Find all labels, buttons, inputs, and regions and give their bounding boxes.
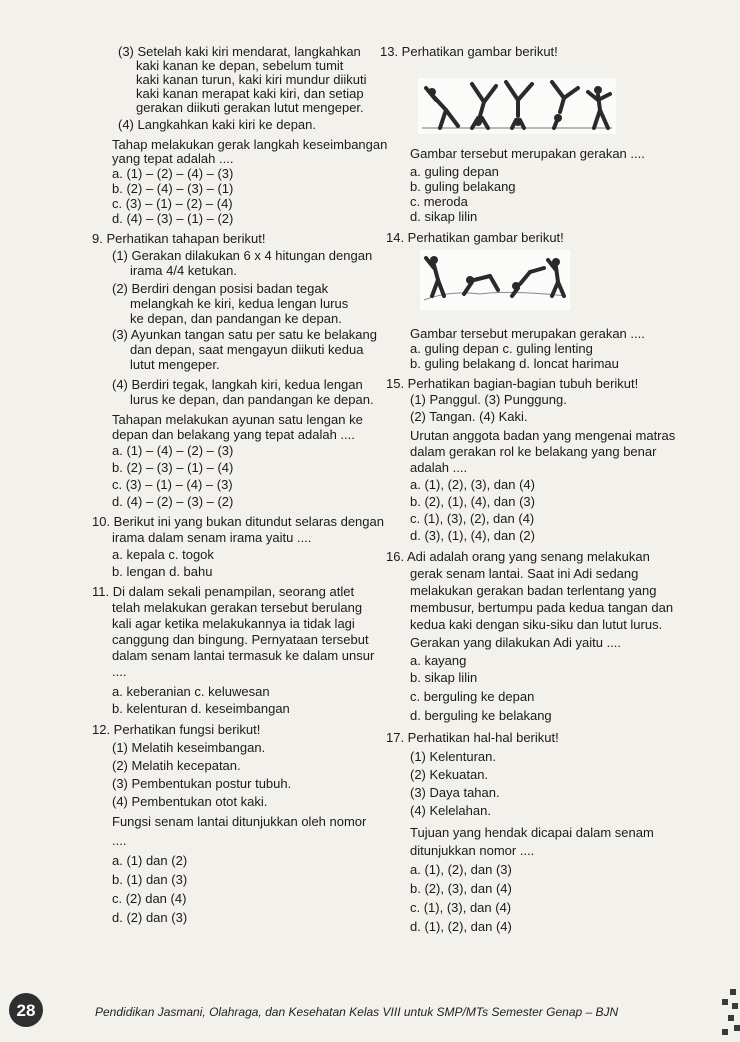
question-stem: dalam gerakan rol ke belakang yang benar (410, 444, 657, 459)
question-title: 9. Perhatikan tahapan berikut! (92, 231, 266, 246)
question-title: 14. Perhatikan gambar berikut! (386, 230, 564, 245)
figure-cartwheel (418, 78, 616, 134)
answer-option: c. (2) dan (4) (112, 891, 187, 906)
text-line: gerakan diikuti gerakan lutut mengeper. (136, 100, 364, 115)
text-line: melangkah ke kiri, kedua lengan lurus (130, 296, 349, 311)
page-number: 28 (16, 1001, 36, 1020)
text-line: membusur, bertumpu pada kedua tangan dan (410, 600, 674, 615)
answer-option: b. (2) – (4) – (3) – (1) (112, 181, 234, 196)
answer-option: c. (1), (3), dan (4) (410, 900, 512, 915)
question-stem: Tahapan melakukan ayunan satu lengan ke (112, 412, 363, 427)
answer-option: c. berguling ke depan (410, 689, 535, 704)
text-line: (1) Gerakan dilakukan 6 x 4 hitungan dengan (112, 248, 373, 263)
question-stem: Gambar tersebut merupakan gerakan .... (410, 146, 645, 161)
figure-rolling (420, 250, 570, 310)
text-line: (2) Kekuatan. (410, 767, 489, 782)
text-line: telah melakukan gerakan tersebut berulang (112, 600, 363, 615)
answer-option: a. (1) – (4) – (2) – (3) (112, 443, 234, 458)
question-stem: yang tepat adalah .... (112, 151, 234, 166)
text-line: kaki kanan merapat kaki kiri, dan setiap (136, 86, 364, 101)
text-line: kedua kaki dengan siku-siku dan lutut lurus. (410, 617, 663, 632)
answer-option: a. guling depan c. guling lenting (410, 341, 593, 356)
text-line: (4) Kelelahan. (410, 803, 491, 818)
text-line: canggung dan bingung. Pernyataan tersebut (112, 632, 369, 647)
answer-option: b. lengan d. bahu (112, 564, 213, 579)
question-stem: depan dan belakang yang tepat adalah .... (112, 427, 355, 442)
text-line: (1) Melatih keseimbangan. (112, 740, 266, 755)
answer-option: a. (1), (2), dan (3) (410, 862, 512, 877)
question-title: 12. Perhatikan fungsi berikut! (92, 722, 261, 737)
text-line: (1) Kelenturan. (410, 749, 496, 764)
answer-option: b. guling belakang d. loncat harimau (410, 356, 619, 371)
answer-option: d. sikap lilin (410, 209, 478, 224)
text-line: (3) Pembentukan postur tubuh. (112, 776, 292, 791)
answer-option: a. kayang (410, 653, 467, 668)
question-stem: Tujuan yang hendak dicapai dalam senam (410, 825, 654, 840)
question-stem: Gambar tersebut merupakan gerakan .... (410, 326, 645, 341)
question-title: 15. Perhatikan bagian-bagian tubuh berikut! (386, 376, 639, 391)
answer-option: b. sikap lilin (410, 670, 478, 685)
question-stem: Fungsi senam lantai ditunjukkan oleh nomor (112, 814, 367, 829)
text-line: (3) Daya tahan. (410, 785, 500, 800)
footer-text: Pendidikan Jasmani, Olahraga, dan Kesehatan Kelas VIII untuk SMP/MTs Semester Genap – BJN (95, 1005, 619, 1019)
question-stem: Urutan anggota badan yang mengenai matras (410, 428, 676, 443)
text-line: kaki kanan turun, kaki kiri mundur diikuti (136, 72, 367, 87)
answer-option: b. (2) – (3) – (1) – (4) (112, 460, 234, 475)
question-stem: Gerakan yang dilakukan Adi yaitu .... (410, 635, 622, 650)
text-line: lurus ke depan, dan pandangan ke depan. (130, 392, 374, 407)
question-title: 13. Perhatikan gambar berikut! (380, 44, 558, 59)
question-title: 10. Berikut ini yang bukan ditundut selaras dengan (92, 514, 384, 529)
answer-option: a. kepala c. togok (112, 547, 214, 562)
text-line: (4) Pembentukan otot kaki. (112, 794, 268, 809)
answer-option: d. (4) – (3) – (1) – (2) (112, 211, 234, 226)
page-number-badge (4, 992, 48, 1028)
text-line: kali agar ketika melakukannya ia tidak lagi (112, 616, 355, 631)
text-line: dan depan, saat mengayun diikuti kedua (130, 342, 364, 357)
question-stem: irama dalam senam irama yaitu .... (112, 530, 312, 545)
answer-option: b. (1) dan (3) (112, 872, 188, 887)
text-line: (4) Berdiri tegak, langkah kiri, kedua lengan (112, 377, 363, 392)
answer-option: b. (2), (1), (4), dan (3) (410, 494, 535, 509)
question-title: 17. Perhatikan hal-hal berikut! (386, 730, 559, 745)
answer-option: c. (3) – (1) – (2) – (4) (112, 196, 233, 211)
answer-option: d. (3), (1), (4), dan (2) (410, 528, 535, 543)
question-stem: adalah .... (410, 460, 468, 475)
answer-option: a. keberanian c. keluwesan (112, 684, 270, 699)
answer-option: d. berguling ke belakang (410, 708, 552, 723)
answer-option: b. kelenturan d. keseimbangan (112, 701, 290, 716)
answer-option: c. (3) – (1) – (4) – (3) (112, 477, 233, 492)
answer-option: a. guling depan (410, 164, 499, 179)
corner-decoration (692, 985, 740, 1042)
text-line: (4) Langkahkan kaki kiri ke depan. (118, 117, 317, 132)
text-line: (2) Tangan. (4) Kaki. (410, 409, 528, 424)
text-line: (2) Berdiri dengan posisi badan tegak (112, 281, 329, 296)
answer-option: c. meroda (410, 194, 468, 209)
text-line: .... (112, 664, 127, 679)
text-line: kaki kanan ke depan, sebelum tumit (136, 58, 344, 73)
question-stem: .... (112, 833, 127, 848)
text-line: (3) Setelah kaki kiri mendarat, langkahkan (118, 44, 361, 59)
answer-option: a. (1) – (2) – (4) – (3) (112, 166, 234, 181)
text-line: (2) Melatih kecepatan. (112, 758, 241, 773)
text-line: dalam senam lantai termasuk ke dalam unsur (112, 648, 375, 663)
text-line: (3) Ayunkan tangan satu per satu ke belakang (112, 327, 378, 342)
answer-option: d. (2) dan (3) (112, 910, 188, 925)
question-stem: Tahap melakukan gerak langkah keseimbangan (112, 137, 388, 152)
answer-option: c. (1), (3), (2), dan (4) (410, 511, 535, 526)
answer-option: d. (4) – (2) – (3) – (2) (112, 494, 234, 509)
text-line: irama 4/4 ketukan. (130, 263, 237, 278)
text-line: (1) Panggul. (3) Punggung. (410, 392, 567, 407)
question-title: 11. Di dalam sekali penampilan, seorang atlet (92, 584, 355, 599)
answer-option: d. (1), (2), dan (4) (410, 919, 512, 934)
gymnast-sequence-image (418, 78, 616, 134)
question-stem: ditunjukkan nomor .... (410, 843, 535, 858)
answer-option: b. guling belakang (410, 179, 516, 194)
gymnast-rolling-image (420, 250, 570, 310)
text-line: ke depan, dan pandangan ke depan. (130, 311, 342, 326)
text-line: gerak senam lantai. Saat ini Adi sedang (410, 566, 639, 581)
question-title: 16. Adi adalah orang yang senang melakukan (386, 549, 650, 564)
answer-option: a. (1) dan (2) (112, 853, 188, 868)
text-line: lutut mengeper. (130, 357, 220, 372)
answer-option: b. (2), (3), dan (4) (410, 881, 512, 896)
text-line: melakukan gerakan badan terlentang yang (410, 583, 657, 598)
answer-option: a. (1), (2), (3), dan (4) (410, 477, 535, 492)
